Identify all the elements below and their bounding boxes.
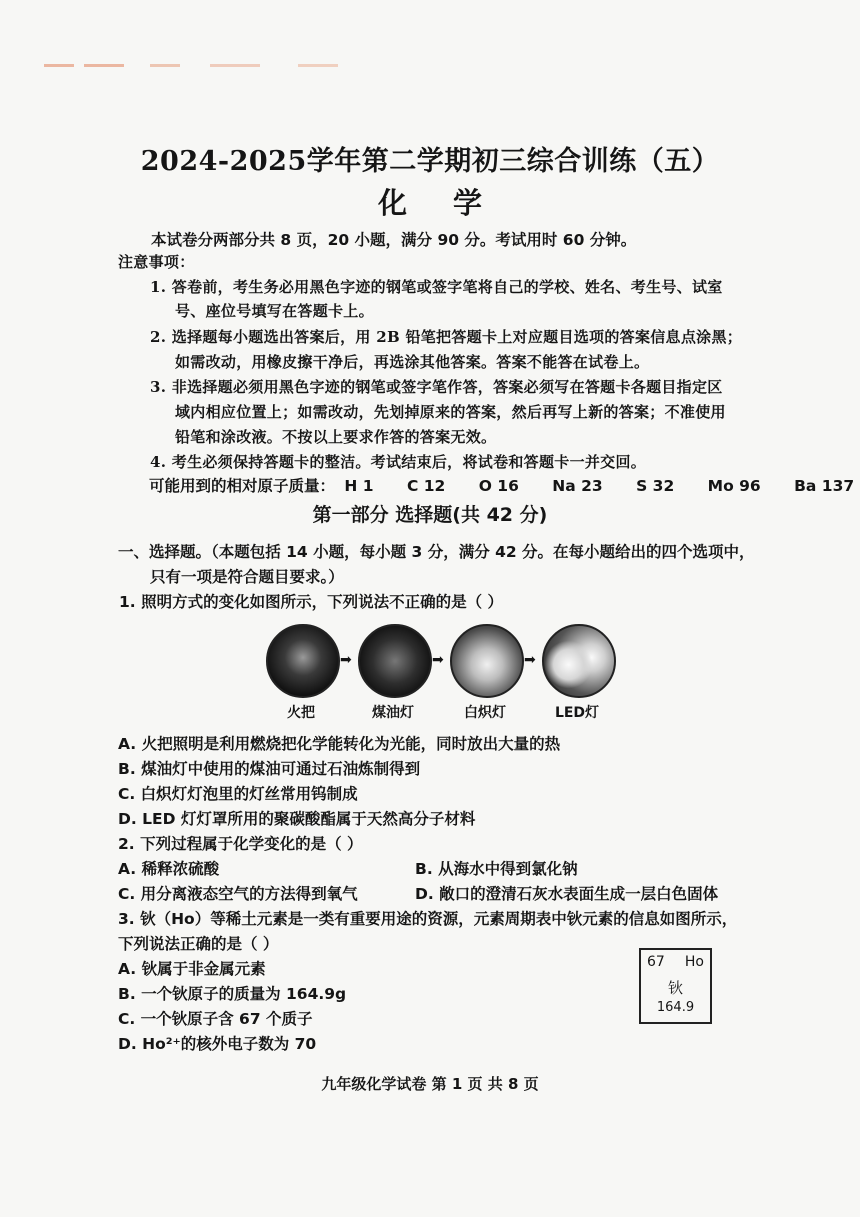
arrow-icon: ➡: [340, 652, 352, 668]
option-b: B. 从海水中得到氯化钠: [415, 860, 578, 878]
note-line: 号、座位号填写在答题卡上。: [175, 302, 374, 320]
arrow-icon: ➡: [524, 652, 536, 668]
question-stem: 下列说法正确的是（ ）: [118, 935, 279, 953]
element-symbol: Ho: [684, 954, 704, 970]
option-c: C. 用分离液态空气的方法得到氧气: [118, 885, 358, 903]
kerosene-lamp-image: [358, 624, 432, 698]
element-name: 钬: [667, 979, 683, 997]
atomic-mass: S 32: [636, 477, 675, 495]
option-d: D. 敞口的澄清石灰水表面生成一层白色固体: [415, 885, 719, 903]
image-label: 白炽灯: [464, 705, 506, 721]
note-line: 铅笔和涂改液。不按以上要求作答的答案无效。: [175, 428, 497, 446]
exam-intro: 本试卷分两部分共 8 页，20 小题，满分 90 分。考试用时 60 分钟。: [151, 231, 637, 249]
note-line: 如需改动，用橡皮擦干净后，再选涂其他答案。答案不能答在试卷上。: [175, 353, 650, 371]
page-footer: 九年级化学试卷 第 1 页 共 8 页: [321, 1075, 539, 1093]
option-c: C. 一个钬原子含 67 个质子: [118, 1010, 313, 1028]
notes-heading: 注意事项：: [118, 253, 195, 271]
note-line: 4. 考生必须保持答题卡的整洁。考试结束后，将试卷和答题卡一并交回。: [150, 453, 647, 471]
part1-instruction: 一、选择题。（本题包括 14 小题，每小题 3 分，满分 42 分。在每小题给出的四个选项中，: [118, 543, 755, 561]
note-line: 2. 选择题每小题选出答案后，用 2B 铅笔把答题卡上对应题目选项的答案信息点涂黑；: [150, 328, 743, 346]
image-label: LED灯: [554, 705, 600, 721]
torch-image: [266, 624, 340, 698]
question-stem: 2. 下列过程属于化学变化的是（ ）: [118, 835, 363, 853]
exam-title: 2024-2025学年第二学期初三综合训练（五）: [140, 146, 720, 177]
element-mass: 164.9: [656, 1000, 695, 1015]
option-d: D. LED 灯灯罩所用的聚碳酸酯属于天然高分子材料: [118, 810, 476, 828]
atomic-masses: [149, 474, 860, 496]
option-c: C. 白炽灯灯泡里的灯丝常用钨制成: [118, 785, 358, 803]
note-line: 1. 答卷前，考生务必用黑色字迹的钢笔或签字笔将自己的学校、姓名、考生号、试室: [150, 278, 723, 296]
incandescent-bulb-image: [450, 624, 524, 698]
element-number: 67: [647, 954, 665, 970]
part1-instruction: 只有一项是符合题目要求。）: [150, 568, 344, 586]
led-lamp-image: [542, 624, 616, 698]
note-line: 3. 非选择题必须用黑色字迹的钢笔或签字笔作答，答案必须写在答题卡各题目指定区: [150, 378, 723, 396]
arrow-icon: ➡: [432, 652, 444, 668]
question-stem: 1. 照明方式的变化如图所示，下列说法不正确的是（ ）: [119, 593, 503, 611]
option-a: A. 钬属于非金属元素: [118, 960, 266, 978]
atomic-mass: H 1: [344, 477, 374, 495]
atomic-mass: O 16: [478, 477, 519, 495]
question-stem: 3. 钬（Ho）等稀土元素是一类有重要用途的资源，元素周期表中钬元素的信息如图所示，: [118, 910, 738, 928]
image-label: 煤油灯: [372, 705, 414, 721]
option-d: D. Ho²⁺的核外电子数为 70: [118, 1035, 317, 1053]
image-label: 火把: [287, 705, 315, 721]
lighting-figure: [258, 624, 618, 724]
element-card: [639, 948, 712, 1024]
option-a: A. 稀释浓硫酸: [118, 860, 220, 878]
atomic-mass: C 12: [406, 477, 446, 495]
atomic-mass: Na 23: [552, 477, 603, 495]
atomic-mass: Mo 96: [707, 477, 761, 495]
part1-title: 第一部分 选择题(共 42 分): [312, 504, 548, 526]
option-b: B. 一个钬原子的质量为 164.9g: [118, 985, 347, 1003]
atomic-mass: Ba 137: [794, 477, 855, 495]
option-a: A. 火把照明是利用燃烧把化学能转化为光能，同时放出大量的热: [118, 735, 561, 753]
note-line: 域内相应位置上；如需改动，先划掉原来的答案，然后再写上新的答案；不准使用: [175, 403, 726, 421]
atomic-masses-label: 可能用到的相对原子质量：: [149, 477, 336, 495]
option-b: B. 煤油灯中使用的煤油可通过石油炼制得到: [118, 760, 421, 778]
subject-title: 化 学: [377, 186, 501, 220]
